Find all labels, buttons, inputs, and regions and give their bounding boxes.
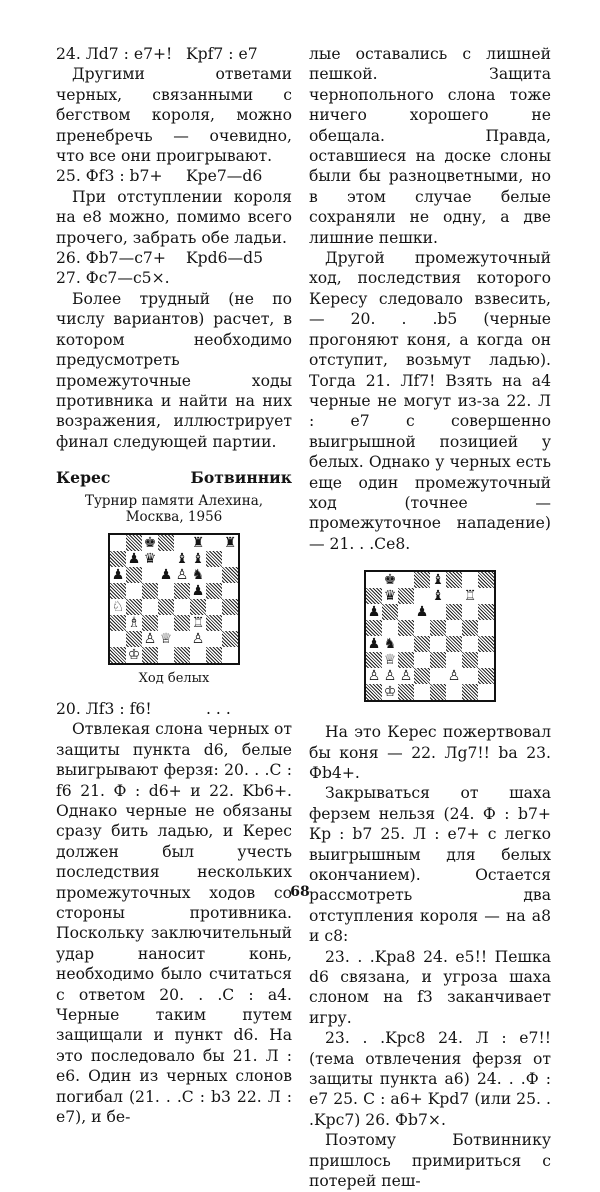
board-square bbox=[174, 583, 190, 599]
right-column bbox=[309, 44, 551, 1192]
chess-piece: ♟ bbox=[111, 566, 125, 583]
board-square bbox=[430, 636, 446, 652]
board-square bbox=[158, 535, 174, 551]
chess-piece: ♙ bbox=[383, 668, 397, 685]
board-square bbox=[222, 583, 238, 599]
board-square bbox=[110, 615, 126, 631]
board-square bbox=[142, 647, 158, 663]
board-square bbox=[462, 604, 478, 620]
board-square bbox=[462, 636, 478, 652]
board-square bbox=[206, 615, 222, 631]
chess-piece: ♜ bbox=[223, 534, 237, 551]
board-square bbox=[206, 535, 222, 551]
board-square bbox=[414, 588, 430, 604]
board-square bbox=[190, 599, 206, 615]
board-square bbox=[158, 583, 174, 599]
white-player: Керес bbox=[56, 468, 111, 488]
diagram-caption: Ход белых bbox=[138, 670, 210, 686]
board-square bbox=[398, 620, 414, 636]
paragraph: 23. . .Kpc8 24. Л : e7!! (тема отвлечения ферзя от защиты пункта a6) 24. . .Ф : e7 25. С : a6+ Kpd7 (или 25. . .Kpc7) 26. Фb7×. bbox=[309, 1029, 551, 1129]
board-square bbox=[206, 631, 222, 647]
board-square bbox=[478, 572, 494, 588]
chess-piece: ♙ bbox=[191, 630, 205, 647]
board-square bbox=[206, 567, 222, 583]
chess-piece: ♔ bbox=[127, 646, 141, 663]
chess-piece: ♝ bbox=[191, 550, 205, 567]
board-square bbox=[222, 647, 238, 663]
chess-piece: ♛ bbox=[143, 550, 157, 567]
board-square bbox=[478, 636, 494, 652]
board-square bbox=[446, 636, 462, 652]
board-square bbox=[398, 572, 414, 588]
chess-piece: ♔ bbox=[383, 684, 397, 701]
paragraph: Отвлекая слона черных от защиты пункта d6, белые выигрывают ферзя: 20. . .С : f6 21. Ф : d6+ и 22. Kb6+. Однако черные не обязаны сразу бить ладью, и Керес должен был учесть последствия нескольких промежуточных ходов со стороны противника. Поскольку заключительный удар наносит конь, необходимо было считаться с ответом 20. . .С : a4. Черные таким путем защищали и пункт d6. На это последовало бы 21. Л : e6. Один из черных слонов погибал (21. . .С : b3 22. Л : e7), и бе- bbox=[56, 720, 292, 1127]
board-square bbox=[222, 599, 238, 615]
board-square bbox=[462, 668, 478, 684]
chess-piece: ♟ bbox=[127, 550, 141, 567]
chess-piece: ♞ bbox=[383, 636, 397, 653]
board-square bbox=[446, 572, 462, 588]
board-square bbox=[206, 599, 222, 615]
chess-diagram bbox=[108, 533, 240, 665]
board-square bbox=[110, 551, 126, 567]
board-square bbox=[414, 636, 430, 652]
board-square bbox=[126, 599, 142, 615]
board-square bbox=[222, 567, 238, 583]
chess-piece: ♟ bbox=[159, 566, 173, 583]
chess-piece: ♝ bbox=[175, 550, 189, 567]
move-26: 26. Фb7—c7+ Kpd6—d5 bbox=[56, 249, 264, 268]
board-square bbox=[110, 631, 126, 647]
board-square bbox=[126, 631, 142, 647]
board-square bbox=[190, 647, 206, 663]
chess-piece: ♜ bbox=[191, 534, 205, 551]
board-square bbox=[478, 684, 494, 700]
chess-piece: ♟ bbox=[191, 582, 205, 599]
board-square bbox=[462, 684, 478, 700]
board-square bbox=[142, 615, 158, 631]
board-square bbox=[430, 684, 446, 700]
chess-piece: ♙ bbox=[447, 668, 461, 685]
board-square bbox=[430, 652, 446, 668]
board-square bbox=[398, 636, 414, 652]
board-square bbox=[366, 588, 382, 604]
board-square bbox=[366, 684, 382, 700]
paragraph: Поэтому Ботвиннику пришлось примириться с потерей пеш- bbox=[309, 1131, 551, 1191]
board-square bbox=[414, 572, 430, 588]
chess-piece: ♖ bbox=[191, 614, 205, 631]
board-square bbox=[110, 535, 126, 551]
board-square bbox=[398, 684, 414, 700]
board-square bbox=[174, 535, 190, 551]
chess-piece: ♙ bbox=[143, 630, 157, 647]
chess-piece: ♞ bbox=[191, 566, 205, 583]
board-square bbox=[446, 652, 462, 668]
chess-piece: ♟ bbox=[367, 636, 381, 653]
board-square bbox=[158, 551, 174, 567]
board-square bbox=[222, 551, 238, 567]
chess-piece: ♘ bbox=[111, 598, 125, 615]
board-square bbox=[462, 572, 478, 588]
chess-piece: ♙ bbox=[175, 566, 189, 583]
board-square bbox=[462, 652, 478, 668]
board-square bbox=[478, 668, 494, 684]
board-square bbox=[206, 647, 222, 663]
move-27: 27. Фc7—c5×. bbox=[56, 269, 170, 288]
board-square bbox=[414, 620, 430, 636]
board-square bbox=[142, 567, 158, 583]
board-square bbox=[446, 588, 462, 604]
chess-piece: ♚ bbox=[383, 572, 397, 589]
chess-piece: ♖ bbox=[463, 588, 477, 605]
board-square bbox=[126, 567, 142, 583]
board-square bbox=[206, 551, 222, 567]
board-square bbox=[446, 684, 462, 700]
board-square bbox=[478, 652, 494, 668]
board-square bbox=[110, 583, 126, 599]
board-square bbox=[110, 647, 126, 663]
board-square bbox=[414, 652, 430, 668]
board-square bbox=[398, 652, 414, 668]
board-square bbox=[398, 604, 414, 620]
board-square bbox=[430, 668, 446, 684]
chess-piece: ♟ bbox=[415, 604, 429, 621]
move-25: 25. Фf3 : b7+ Kpe7—d6 bbox=[56, 167, 263, 186]
board-square bbox=[174, 631, 190, 647]
board-square bbox=[430, 604, 446, 620]
board-square bbox=[174, 599, 190, 615]
move-24: 24. Лd7 : e7+! Kpf7 : e7 bbox=[56, 45, 258, 63]
board-square bbox=[222, 631, 238, 647]
board-square bbox=[382, 620, 398, 636]
paragraph: Другой промежуточный ход, последствия которого Кересу следовало взвесить,— 20. . .b5 (черные прогоняют коня, а когда он отступит, возьмут ладью). Тогда 21. Лf7! Взять на a4 черные не могут из-за 22. Л : e7 с совершенно выигрышной позицией у белых. Однако у черных есть еще один промежуточный ход (точнее — промежуточное нападение) — 21. . .Ce8. bbox=[309, 249, 551, 553]
chess-piece: ♙ bbox=[367, 668, 381, 685]
board-square bbox=[158, 599, 174, 615]
board-square bbox=[142, 599, 158, 615]
chess-piece: ♟ bbox=[367, 604, 381, 621]
board-square bbox=[222, 615, 238, 631]
board-square bbox=[158, 615, 174, 631]
chess-diagram bbox=[364, 570, 496, 702]
board-square bbox=[366, 572, 382, 588]
board-square bbox=[462, 620, 478, 636]
chess-piece: ♙ bbox=[399, 668, 413, 685]
board-square bbox=[126, 535, 142, 551]
board-square bbox=[366, 652, 382, 668]
board-square bbox=[478, 620, 494, 636]
chess-piece: ♕ bbox=[383, 652, 397, 669]
board-square bbox=[366, 620, 382, 636]
page-number: 68 bbox=[290, 884, 310, 900]
paragraph: 23. . .Kpa8 24. e5!! Пешка d6 связана, и угроза шаха слоном на f3 заканчивает игру. bbox=[309, 947, 551, 1027]
board-square bbox=[446, 604, 462, 620]
board-square bbox=[142, 583, 158, 599]
left-column bbox=[56, 44, 292, 1127]
board-square bbox=[478, 588, 494, 604]
chess-piece: ♝ bbox=[431, 588, 445, 605]
paragraph: Закрываться от шаха ферзем нельзя (24. Ф : b7+ Кр : b7 25. Л : e7+ с легко выигрышным для белых окончанием). Остается рассмотреть два отступления короля — на a8 и c8: bbox=[309, 784, 551, 946]
board-square bbox=[174, 615, 190, 631]
paragraph: Более трудный (не по числу вариантов) расчет, в котором необходимо предусмотреть промежуточные ходы противника и найти на них возражения, иллюстрирует финал следующей партии. bbox=[56, 289, 292, 451]
paragraph: лые оставались с лишней пешкой. Защита чернопольного слона тоже ничего хорошего не обещала. Правда, оставшиеся на доске слоны были бы разноцветными, но в этом случае белые сохраняли не одну, а две лишние пешки. bbox=[309, 45, 551, 247]
chess-piece: ♚ bbox=[143, 534, 157, 551]
board-square bbox=[414, 668, 430, 684]
paragraph: При отступлении короля на e8 можно, помимо всего прочего, забрать обе ладьи. bbox=[56, 187, 292, 247]
chess-piece: ♝ bbox=[431, 572, 445, 589]
board-square bbox=[158, 647, 174, 663]
board-square bbox=[478, 604, 494, 620]
board-square bbox=[206, 583, 222, 599]
board-square bbox=[174, 647, 190, 663]
chess-piece: ♕ bbox=[159, 630, 173, 647]
black-player: Ботвинник bbox=[190, 468, 292, 488]
chess-piece: ♛ bbox=[383, 588, 397, 605]
game-header bbox=[56, 468, 292, 488]
move-20: 20. Лf3 : f6! . . . bbox=[56, 699, 231, 718]
board-square bbox=[446, 620, 462, 636]
paragraph: На это Керес пожертвовал бы коня — 22. Лg7!! ba 23. Фb4+. bbox=[309, 723, 551, 782]
board-square bbox=[126, 583, 142, 599]
board-square bbox=[382, 604, 398, 620]
board-square bbox=[430, 620, 446, 636]
event-info: Турнир памяти Алехина, Москва, 1956 bbox=[84, 492, 264, 525]
chess-piece: ♗ bbox=[127, 614, 141, 631]
board-square bbox=[414, 684, 430, 700]
paragraph: Другими ответами черных, связанными с бегством короля, можно пренебречь — очевидно, что все они проигрывают. bbox=[56, 65, 292, 166]
board-square bbox=[398, 588, 414, 604]
